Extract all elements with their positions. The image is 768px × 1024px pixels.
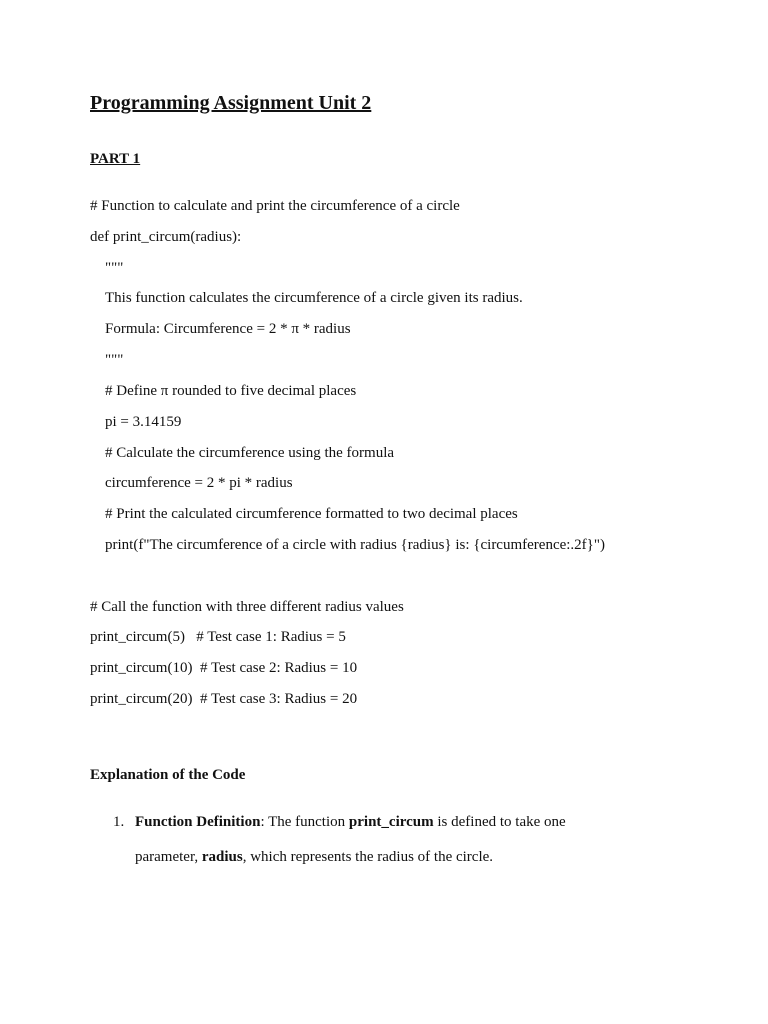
code-call-line: print_circum(5) # Test case 1: Radius = 5	[90, 629, 346, 645]
code-comment: # Calculate the circumference using the formula	[105, 445, 395, 461]
document-title: Programming Assignment Unit 2	[90, 92, 372, 114]
code-docstring-text: This function calculates the circumference of a circle given its radius.	[105, 290, 523, 306]
code-call-line: print_circum(20) # Test case 3: Radius = 20	[90, 691, 358, 707]
list-item-text: : The function	[260, 814, 349, 830]
code-comment: # Call the function with three different radius values	[90, 599, 404, 615]
code-docstring-open: """	[105, 260, 124, 276]
list-item-line-2	[135, 849, 615, 866]
list-item-text: is defined to take one	[433, 814, 566, 830]
code-comment: # Print the calculated circumference formatted to two decimal places	[105, 506, 518, 522]
code-line: pi = 3.14159	[105, 414, 182, 430]
code-comment: # Define π rounded to five decimal places	[105, 383, 357, 399]
code-comment: # Function to calculate and print the circumference of a circle	[90, 198, 460, 214]
code-docstring-close: """	[105, 352, 124, 368]
list-item-term: Function Definition	[135, 814, 261, 830]
section-heading-part-1: PART 1	[90, 151, 141, 167]
list-item-line-1	[135, 814, 615, 831]
code-print-line: print(f"The circumference of a circle with radius {radius} is: {circumference:.2f}")	[105, 537, 605, 553]
list-item-param: radius	[201, 849, 243, 865]
code-line: circumference = 2 * pi * radius	[105, 475, 293, 491]
list-item-text: parameter,	[135, 849, 202, 865]
explanation-heading: Explanation of the Code	[90, 767, 246, 783]
list-item-text: , which represents the radius of the circle.	[242, 849, 494, 865]
code-docstring-formula: Formula: Circumference = 2 * π * radius	[105, 321, 351, 337]
code-def-line: def print_circum(radius):	[90, 229, 242, 245]
code-call-line: print_circum(10) # Test case 2: Radius = 10	[90, 660, 358, 676]
list-item-code: print_circum	[348, 814, 434, 830]
list-item-number: 1.	[113, 814, 125, 830]
